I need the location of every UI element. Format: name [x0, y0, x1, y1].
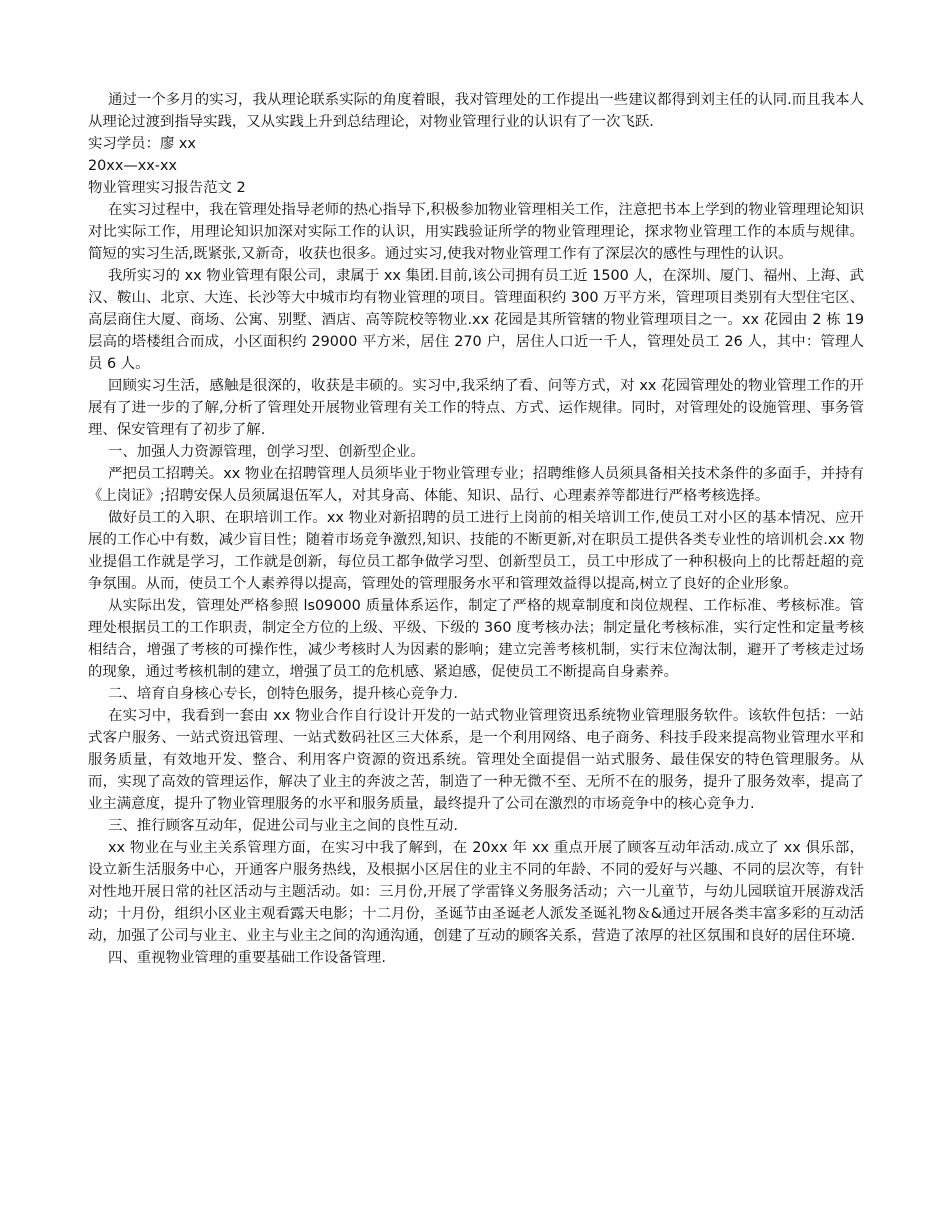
paragraph: 在实习中，我看到一套由 xx 物业合作自行设计开发的一站式物业管理资迅系统物业管理服务软件。该软件包括：一站式客户服务、一站式资迅管理、一站式数码社区三大体系，是一个利用网络、电子商务、科技手段来提高物业管理水平和服务质量，有效地开发、整合、利用客户资源的资迅系统。管理处全面提倡一站式服务、最佳保安的特色管理服务。从而，实现了高效的管理运作，解决了业主的奔波之苦，制造了一种无微不至、无所不在的服务，提升了服务效率，提高了业主满意度，提升了物业管理服务的水平和服务质量，最终提升了公司在激烈的市场竞争中的核心竞争力.	[88, 708, 864, 812]
paragraph: 在实习过程中，我在管理处指导老师的热心指导下,积极参加物业管理相关工作，注意把书本上学到的物业管理理论知识对比实际工作，用理论知识加深对实际工作的认识，用实践验证所学的物业管理理论，探求物业管理工作的本质与规律。简短的实习生活,既紧张,又新奇，收获也很多。通过实习,使我对物业管理工作有了深层次的感性与理性的认识。	[88, 202, 864, 262]
heading-2: 二、培育自身核心专长，创特色服务，提升核心竞争力.	[108, 686, 458, 702]
heading-4: 四、重视物业管理的重要基础工作设备管理.	[108, 950, 386, 966]
paragraph: 从实际出发，管理处严格参照 ls09000 质量体系运作，制定了严格的规章制度和岗位规程、工作标准、考核标准。管理处根据员工的工作职责，制定全方位的上级、平级、下级的 360 度考核办法；制定量化考核标准，实行定性和定量考核相结合，增强了考核的可操作性，减少考核时人为因素的影响；建立完善考核机制，实行末位淘汰制，避开了考核走过场的现象，通过考核机制的建立，增强了员工的危机感、紧迫感，促使员工不断提高自身素养。	[88, 598, 864, 680]
section-title: 物业管理实习报告范文 2	[88, 180, 246, 196]
paragraph: 我所实习的 xx 物业管理有限公司，隶属于 xx 集团.目前,该公司拥有员工近 1500 人，在深圳、厦门、福州、上海、武汉、鞍山、北京、大连、长沙等大中城市均有物业管理的项目。管理面积约 300 万平方米，管理项目类别有大型住宅区、高层商住大厦、商场、公寓、别墅、酒店、高等院校等物业.xx 花园是其所管辖的物业管理项目之一。xx 花园由 2 栋 19 层高的塔楼组合而成，小区面积约 29000 平方米，居住 270 户，居住人口近一千人，管理处员工 26 人，其中：管理人员 6 人。	[88, 268, 864, 372]
intern-name: 实习学员：廖 xx	[88, 136, 196, 152]
heading-1: 一、加强人力资源管理，创学习型、创新型企业。	[108, 444, 425, 460]
paragraph: 通过一个多月的实习，我从理论联系实际的角度着眼，我对管理处的工作提出一些建议都得到刘主任的认同.而且我本人从理论过渡到指导实践，又从实践上升到总结理论，对物业管理行业的认识有了一次飞跃.	[88, 92, 864, 130]
paragraph: 做好员工的入职、在职培训工作。xx 物业对新招聘的员工进行上岗前的相关培训工作,使员工对小区的基本情况、应开展的工作心中有数，减少盲目性；随着市场竞争激烈,知识、技能的不断更新,对在职员工提供各类专业性的培训机会.xx 物业提倡工作就是学习，工作就是创新，每位员工都争做学习型、创新型员工，员工中形成了一种积极向上的比帮赶超的竞争氛围。从而，使员工个人素养得以提高，管理处的管理服务水平和管理效益得以提高,树立了良好的企业形象。	[88, 510, 864, 592]
paragraph: 回顾实习生活，感触是很深的，收获是丰硕的。实习中,我采纳了看、问等方式，对 xx 花园管理处的物业管理工作的开展有了进一步的了解,分析了管理处开展物业管理有关工作的特点、方式、运作规律。同时，对管理处的设施管理、事务管理、保安管理有了初步了解.	[88, 378, 864, 438]
report-date: 20xx—xx-xx	[88, 158, 177, 174]
document-body	[88, 89, 864, 969]
paragraph: xx 物业在与业主关系管理方面，在实习中我了解到，在 20xx 年 xx 重点开展了顾客互动年活动.成立了 xx 俱乐部，设立新生活服务中心，开通客户服务热线，及根据小区居住的业主不同的年龄、不同的爱好与兴趣、不同的层次等，有针对性地开展日常的社区活动与主题活动。如：三月份,开展了学雷锋义务服务活动；六一儿童节，与幼儿园联谊开展游戏活动；十月份，组织小区业主观看露天电影；十二月份，圣诞节由圣诞老人派发圣诞礼物＆&通过开展各类丰富多彩的互动活动，加强了公司与业主、业主与业主之间的沟通沟通，创建了互动的顾客关系，营造了浓厚的社区氛围和良好的居住环境.	[88, 840, 864, 944]
heading-3: 三、推行顾客互动年，促进公司与业主之间的良性互动.	[108, 818, 458, 834]
paragraph: 严把员工招聘关。xx 物业在招聘管理人员须毕业于物业管理专业；招聘维修人员须具备相关技术条件的多面手，并持有《上岗证》;招聘安保人员须属退伍军人，对其身高、体能、知识、品行、心理素养等都进行严格考核选择。	[88, 466, 864, 504]
